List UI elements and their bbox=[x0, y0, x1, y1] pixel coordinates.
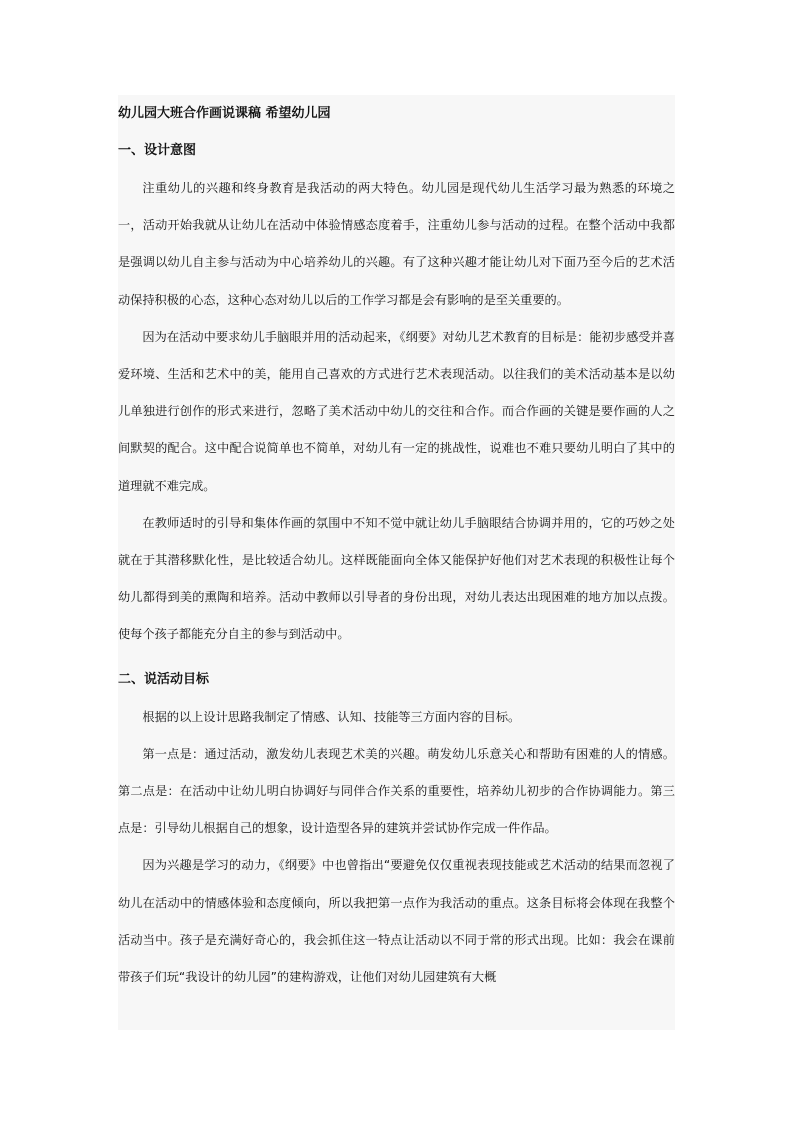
document-content bbox=[118, 103, 675, 996]
paragraph: 第一点是：通过活动，激发幼儿表现艺术美的兴趣。萌发幼儿乐意关心和帮助有困难的人的情感。第二点是：在活动中让幼儿明白协调好与同伴合作关系的重要性，培养幼儿初步的合作协调能力。第三点是：引导幼儿根据自己的想象，设计造型各异的建筑并尝试协作完成一件作品。 bbox=[118, 746, 675, 836]
paragraph: 在教师适时的引导和集体作画的氛围中不知不觉中就让幼儿手脑眼结合协调并用的，它的巧妙之处就在于其潜移默化性，是比较适合幼儿。这样既能面向全体又能保护好他们对艺术表现的积极性让每个幼儿都得到美的熏陶和培养。活动中教师以引导者的身份出现，对幼儿表达出现困难的地方加以点拨。使每个孩子都能充分自主的参与到活动中。 bbox=[118, 515, 675, 642]
section-heading-design-intent: 一、设计意图 bbox=[118, 143, 197, 158]
paragraph: 根据的以上设计思路我制定了情感、认知、技能等三方面内容的目标。 bbox=[142, 709, 521, 724]
paragraph: 因为兴趣是学习的动力，《纲要》中也曾指出“要避免仅仅重视表现技能或艺术活动的结果而忽视了幼儿在活动中的情感体验和态度倾向，所以我把第一点作为我活动的重点。这条目标将会体现在我整个活动当中。孩子是充满好奇心的，我会抓住这一特点让活动以不同于常的形式出现。比如：我会在课前带孩子们玩“我设计的幼儿园”的建构游戏，让他们对幼儿园建筑有大概 bbox=[118, 858, 675, 985]
document-title: 幼儿园大班合作画说课稿 希望幼儿园 bbox=[118, 106, 331, 121]
document-page bbox=[118, 95, 675, 1030]
section-heading-activity-goals: 二、说活动目标 bbox=[118, 671, 210, 687]
paragraph: 注重幼儿的兴趣和终身教育是我活动的两大特色。幼儿园是现代幼儿生活学习最为熟悉的环境之一，活动开始我就从让幼儿在活动中体验情感态度着手，注重幼儿参与活动的过程。在整个活动中我都是强调以幼儿自主参与活动为中心培养幼儿的兴趣。有了这种兴趣才能让幼儿对下面乃至今后的艺术活动保持积极的心态，这种心态对幼儿以后的工作学习都是会有影响的是至关重要的。 bbox=[118, 181, 675, 307]
paragraph: 因为在活动中要求幼儿手脑眼并用的活动起来，《纲要》对幼儿艺术教育的目标是：能初步感受并喜爱环境、生活和艺术中的美，能用自己喜欢的方式进行艺术表现活动。以往我们的美术活动基本是以幼儿单独进行创作的形式来进行，忽略了美术活动中幼儿的交往和合作。而合作画的关键是要作画的人之间默契的配合。这中配合说简单也不简单，对幼儿有一定的挑战性，说难也不难只要幼儿明白了其中的道理就不难完成。 bbox=[118, 329, 675, 493]
